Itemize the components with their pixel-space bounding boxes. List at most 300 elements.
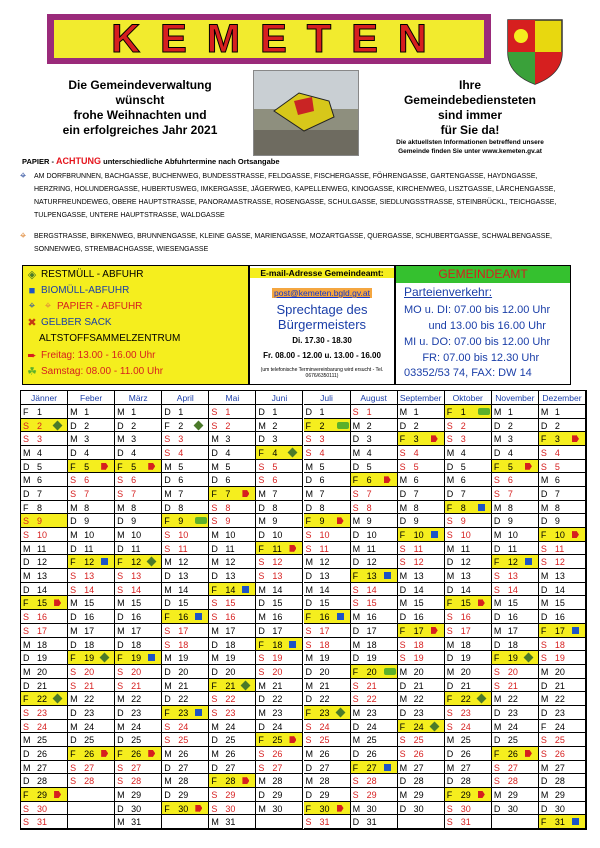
day-cell [351,706,398,720]
day-cell [68,569,115,583]
day-number: 11 [460,543,471,554]
day-number: 3 [272,434,278,445]
rest-marker-icon [53,420,63,430]
weekday-letter: D [540,612,548,623]
weekday-letter: D [164,598,171,609]
weekday-letter: D [117,543,124,554]
day-number: 21 [319,680,330,691]
weekday-letter: D [493,707,501,718]
weekday-letter: F [211,584,217,595]
weekday-letter: D [399,612,407,623]
weekday-letter: F [446,789,453,800]
day-cell [351,405,398,419]
weekday-letter: S [305,817,312,828]
weekday-letter: D [258,434,265,445]
day-number: 27 [84,762,95,773]
weekday-letter: F [352,762,359,773]
day-cell [115,432,162,446]
day-cell [21,638,68,652]
weekday-letter: M [540,407,549,417]
day-cell [162,583,209,597]
weekday-letter: M [258,612,266,623]
weekday-letter: D [23,776,30,787]
day-number: 22 [366,694,377,705]
day-number: 24 [178,721,189,732]
day-number: 27 [413,762,424,773]
weekday-letter: M [23,735,31,746]
day-cell [209,596,256,610]
day-cell [162,733,209,747]
day-number: 1 [319,407,325,417]
day-cell [21,679,68,693]
weekday-letter: M [540,475,549,486]
weekday-letter: S [211,598,218,609]
day-cell [304,514,351,528]
weekday-letter: F [211,776,217,787]
bio-marker-icon [572,818,579,825]
legend-label: Freitag: 13.00 - 16.00 Uhr [41,350,156,361]
day-cell [162,815,209,829]
day-number: 5 [413,461,419,472]
weekday-letter: M [352,707,361,718]
weekday-letter: D [164,475,171,486]
day-cell [492,419,539,433]
sprechtage-title: Sprechtage des Bürgermeisters [276,302,368,332]
weekday-letter: S [70,571,77,582]
day-number: 20 [554,666,565,677]
day-number: 11 [319,543,329,554]
weekday-letter: F [23,789,29,800]
day-cell [21,528,68,542]
day-cell [304,432,351,446]
day-cell [492,542,539,556]
weekday-letter: S [493,666,500,677]
day-cell [209,419,256,433]
weekday-letter: S [399,557,406,568]
day-number: 1 [272,407,278,417]
weekday-letter: M [211,817,219,828]
weekday-letter: D [117,420,124,431]
day-number: 4 [84,448,90,459]
day-cell [256,774,303,788]
day-cell [68,774,115,788]
weekday-letter: S [70,489,77,500]
pap-marker-icon [431,627,438,634]
weekday-letter: D [117,516,124,527]
day-number: 6 [84,475,90,486]
info-line: Die aktuellsten Informationen betreffend unsere [396,139,544,146]
month-header: September [398,391,445,405]
weekday-letter: M [164,748,172,759]
weekday-letter: F [70,653,76,664]
day-cell [398,610,445,624]
day-number: 29 [319,789,330,800]
day-number: 27 [131,762,142,773]
day-number: 12 [178,557,189,568]
day-number: 26 [178,748,189,759]
day-number: 10 [37,530,48,541]
day-number: 8 [507,502,513,513]
day-cell [115,405,162,419]
pap-marker-icon [195,805,202,812]
weekday-letter: S [23,434,30,445]
bio-marker-icon [431,531,438,538]
day-number: 29 [554,789,565,800]
legend-restmuell [25,267,143,282]
day-cell [492,774,539,788]
day-number: 3 [413,434,419,445]
day-cell [351,419,398,433]
day-number: 29 [507,789,518,800]
day-number: 2 [272,420,278,431]
weekday-letter: M [399,762,408,773]
day-cell [539,638,586,652]
day-number: 11 [225,543,235,554]
day-number: 5 [554,461,560,472]
day-cell [304,419,351,433]
day-cell [539,542,586,556]
day-cell [256,405,303,419]
greeting-right [370,78,570,138]
day-cell [68,802,115,816]
day-cell [445,692,492,706]
weekday-letter: S [211,612,218,623]
weekday-letter: F [117,653,123,664]
bio-marker-icon [384,764,391,771]
day-number: 30 [554,803,565,814]
day-number: 21 [178,680,189,691]
day-number: 14 [413,584,424,595]
day-number: 21 [272,680,283,691]
weekday-letter: M [352,612,361,623]
day-number: 1 [460,407,466,417]
day-number: 24 [84,721,95,732]
weekday-letter: S [211,407,218,417]
day-cell [162,651,209,665]
weekday-letter: F [164,803,170,814]
month-header: Oktober [445,391,492,405]
weekday-letter: D [446,557,454,568]
day-number: 3 [507,434,513,445]
day-cell [21,473,68,487]
weekday-letter: F [540,530,547,541]
day-number: 4 [319,448,325,459]
day-cell [304,460,351,474]
day-cell [398,679,445,693]
day-number: 10 [84,530,95,541]
day-number: 12 [460,557,471,568]
weekday-letter: D [352,748,360,759]
weekday-letter: M [399,694,408,705]
day-cell [21,720,68,734]
legend-box [22,265,249,385]
day-number: 23 [37,707,48,718]
bio-marker-icon [525,558,532,565]
day-number: 16 [37,612,48,623]
day-number: 4 [460,448,466,459]
day-cell [209,679,256,693]
weekday-letter: F [352,666,359,677]
day-cell [539,583,586,597]
day-number: 25 [272,735,283,746]
weekday-letter: F [540,434,547,445]
day-cell [68,651,115,665]
day-number: 8 [131,502,137,513]
day-number: 16 [319,612,330,623]
greeting-left [40,78,240,138]
streets-group-a [20,170,560,222]
day-cell [256,487,303,501]
day-cell [68,596,115,610]
day-cell [68,610,115,624]
day-number: 28 [225,776,236,787]
pap-marker-icon [242,777,249,784]
day-number: 30 [225,803,236,814]
day-cell [445,555,492,569]
day-cell [162,774,209,788]
day-cell [21,624,68,638]
day-cell [209,624,256,638]
weekday-letter: M [493,789,502,800]
day-cell [398,747,445,761]
day-number: 26 [131,748,142,759]
weekday-letter: M [493,625,502,636]
weekday-letter: S [446,707,453,718]
day-cell [539,665,586,679]
day-cell [162,542,209,556]
day-number: 18 [84,639,95,650]
weekday-letter: S [305,735,312,746]
weekday-letter: D [493,448,501,459]
day-number: 2 [460,420,466,431]
day-number: 18 [554,639,565,650]
day-cell [539,747,586,761]
weekday-letter: M [258,707,266,718]
day-number: 11 [131,543,141,554]
day-number: 4 [366,448,372,459]
day-number: 15 [507,598,518,609]
day-cell [256,473,303,487]
day-cell [256,542,303,556]
weekday-letter: S [493,489,500,500]
weekday-letter: D [117,803,124,814]
weekday-letter: S [117,680,124,691]
weekday-letter: D [399,420,407,431]
rest-marker-icon [53,694,63,704]
pap-marker-icon [101,463,108,470]
weekday-letter: S [540,557,547,568]
day-number: 14 [225,584,236,595]
weekday-letter: M [23,571,31,582]
day-cell [256,446,303,460]
weekday-letter: S [352,502,359,513]
day-cell [539,624,586,638]
day-number: 22 [460,694,471,705]
day-number: 21 [366,680,377,691]
day-cell [162,555,209,569]
day-number: 8 [554,502,560,513]
weekday-letter: S [446,817,453,828]
day-number: 9 [460,516,466,527]
weekday-letter: M [540,694,549,705]
day-cell [445,528,492,542]
page-title: KEMETEN [111,16,447,61]
day-number: 21 [37,680,48,691]
day-number: 15 [178,598,189,609]
weekday-letter: D [258,625,265,636]
day-number: 19 [554,653,565,664]
bio-marker-icon [195,709,202,716]
day-cell [209,487,256,501]
day-number: 13 [131,571,142,582]
weekday-letter: S [352,598,359,609]
day-cell [68,706,115,720]
day-number: 26 [319,748,330,759]
weekday-letter: S [164,434,171,445]
rest-marker-icon [476,694,486,704]
weekday-letter: M [446,543,455,554]
day-cell [162,802,209,816]
weekday-letter: F [493,461,500,472]
weekday-letter: D [305,598,312,609]
day-number: 6 [178,475,184,486]
day-cell [445,761,492,775]
weekday-letter: F [446,694,453,705]
day-cell [398,788,445,802]
day-number: 30 [131,803,142,814]
day-number: 1 [366,407,372,417]
weekday-letter: F [399,530,406,541]
day-number: 2 [366,420,372,431]
day-cell [21,569,68,583]
day-number: 27 [225,762,236,773]
day-number: 31 [460,817,471,828]
day-number: 8 [460,502,466,513]
day-cell [492,610,539,624]
crosshair-orange-icon: ⌖ [20,230,27,242]
day-cell [304,815,351,829]
weekday-letter: M [540,598,549,609]
day-number: 28 [507,776,518,787]
day-number: 10 [413,530,424,541]
weekday-letter: S [211,502,218,513]
day-cell [351,446,398,460]
cross-icon: ✖ [27,317,37,329]
day-number: 25 [554,735,565,746]
office-hours-line: MO u. DI: 07.00 bis 12.00 Uhr [404,304,551,316]
pap-marker-icon [242,490,249,497]
weekday-letter: M [305,748,313,759]
day-cell [539,692,586,706]
office-title: GEMEINDEAMT [396,266,570,283]
weekday-letter: F [305,803,311,814]
weekday-letter: M [70,598,78,609]
weekday-letter: S [164,639,171,650]
day-cell [398,514,445,528]
day-cell [68,528,115,542]
day-number: 2 [319,420,325,431]
day-cell [162,679,209,693]
day-number: 6 [413,475,419,486]
day-number: 12 [272,557,283,568]
weekday-letter: S [117,571,124,582]
weekday-letter: D [399,584,407,595]
day-number: 18 [225,639,236,650]
month-header: Juli [304,391,351,405]
weekday-letter: S [117,776,124,787]
weekday-letter: M [493,694,502,705]
day-cell [398,542,445,556]
weekday-letter: S [211,789,218,800]
day-cell [162,706,209,720]
pap-marker-icon [148,463,155,470]
rest-marker-icon [288,448,298,458]
weekday-letter: M [211,557,219,568]
weekday-letter: S [211,707,218,718]
day-number: 20 [84,666,95,677]
weekday-letter: M [23,475,31,486]
weekday-letter: M [352,420,361,431]
email-link[interactable]: post@kemeten.bgld.gv.at [272,288,372,298]
day-number: 2 [37,420,43,431]
day-number: 25 [84,735,95,746]
day-number: 9 [319,516,325,527]
pap-marker-icon [54,599,61,606]
day-cell [398,501,445,515]
paper-notice [22,156,280,166]
day-cell [351,665,398,679]
weekday-letter: D [70,707,77,718]
day-number: 13 [460,571,471,582]
weekday-letter: S [211,803,218,814]
day-number: 20 [37,666,48,677]
weekday-letter: F [446,598,453,609]
weekday-letter: F [117,748,123,759]
weekday-letter: M [446,666,455,677]
day-number: 29 [366,789,377,800]
day-number: 6 [366,475,372,486]
weekday-letter: M [540,666,549,677]
day-number: 24 [460,721,471,732]
weekday-letter: M [399,571,408,582]
day-number: 5 [178,461,184,472]
weekday-letter: D [23,653,30,664]
day-cell [21,774,68,788]
weekday-letter: S [23,612,30,623]
rest-marker-icon [335,707,345,717]
day-cell [351,487,398,501]
day-cell [351,747,398,761]
leaf-icon: ☘ [27,366,37,378]
day-cell [304,596,351,610]
day-number: 25 [225,735,236,746]
weekday-letter: M [258,803,266,814]
day-cell [398,528,445,542]
weekday-letter: D [446,653,454,664]
weekday-letter: S [446,516,453,527]
day-cell [351,733,398,747]
day-cell [162,624,209,638]
day-number: 3 [460,434,466,445]
day-number: 12 [366,557,377,568]
weekday-letter: M [493,434,502,445]
day-cell [398,802,445,816]
weekday-letter: M [540,571,549,582]
day-cell [445,432,492,446]
day-cell [445,815,492,829]
day-number: 10 [507,530,518,541]
day-number: 13 [413,571,424,582]
